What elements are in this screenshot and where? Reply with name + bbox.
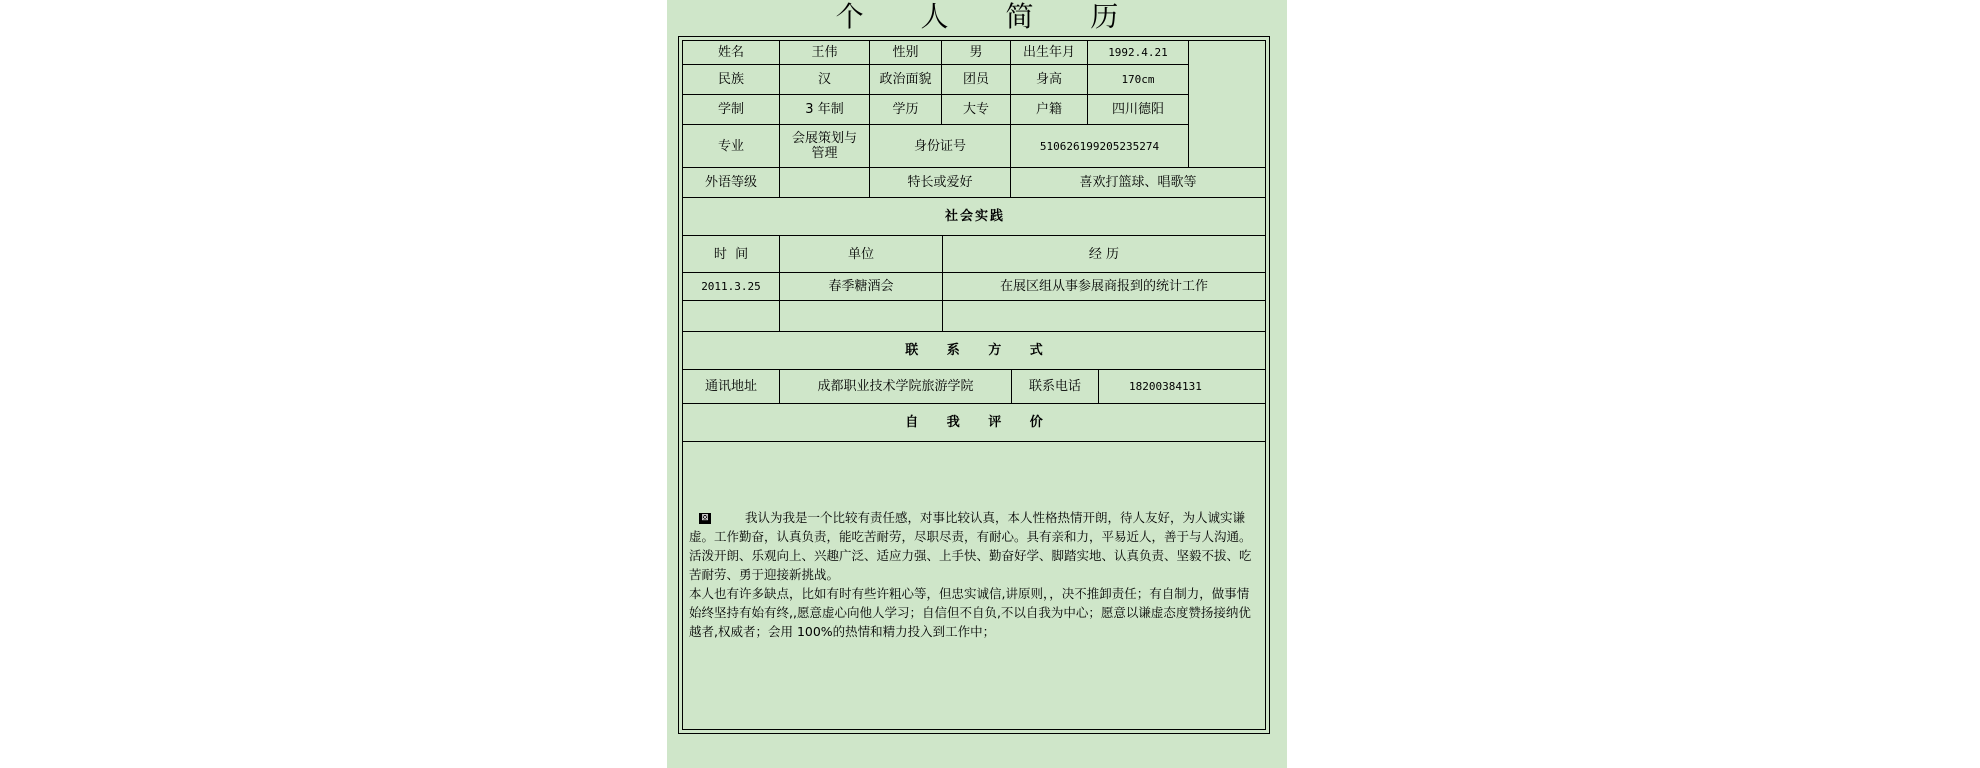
table-row	[683, 64, 1188, 94]
gender-label: 性别	[869, 41, 941, 64]
hobby-value: 喜欢打篮球、唱歌等	[1010, 168, 1265, 197]
photo-box	[1188, 41, 1265, 167]
education-value: 大专	[941, 95, 1010, 124]
ethnicity-value: 汉	[779, 65, 869, 94]
practice-col-unit: 单位	[779, 236, 942, 272]
political-value: 团员	[941, 65, 1010, 94]
evaluation-paragraph: 本人也有许多缺点，比如有时有些许粗心等，但忠实诚信,讲原则，，决不推卸责任；有自制力，做事情始终坚持有始有终,,愿意虚心向他人学习；自信但不自负,不以自我为中心；愿意以谦虚态度赞扬接纳优越者,权威者；会用 100%的热情和精力投入到工作中；	[689, 586, 1251, 639]
height-label: 身高	[1010, 65, 1087, 94]
table-row	[683, 369, 1265, 403]
table-row	[683, 197, 1265, 235]
id-label: 身份证号	[869, 125, 1010, 167]
hobby-label: 特长或爱好	[869, 168, 1010, 197]
practice-col-exp: 经 历	[942, 236, 1265, 272]
table-row	[683, 272, 1265, 300]
evaluation-body	[683, 441, 1265, 729]
height-value: 170cm	[1087, 65, 1188, 94]
table-row	[683, 300, 1265, 331]
birth-label: 出生年月	[1010, 41, 1087, 64]
checkbox-marker-icon: ⊠	[699, 513, 711, 524]
language-value	[779, 168, 869, 197]
phone-value: 18200384131	[1098, 370, 1265, 403]
contact-heading: 联 系 方 式	[905, 343, 1055, 358]
evaluation-paragraph	[689, 508, 1259, 546]
table-row	[683, 403, 1265, 441]
birth-value: 1992.4.21	[1087, 41, 1188, 64]
table-row	[683, 331, 1265, 369]
major-label: 专业	[717, 138, 744, 154]
schooling-value: 3 年制	[779, 95, 869, 124]
practice-col-time: 时 间	[713, 246, 749, 262]
gender-value: 男	[941, 41, 1010, 64]
table-row	[683, 124, 1188, 167]
major-value: 会展策划与管理	[779, 125, 869, 167]
hukou-value: 四川德阳	[1087, 95, 1188, 124]
resume-page	[667, 0, 1287, 768]
address-value: 成都职业技术学院旅游学院	[779, 370, 1011, 403]
practice-exp: 在展区组从事参展商报到的统计工作	[942, 273, 1265, 300]
table-row	[683, 167, 1265, 197]
table-row	[683, 94, 1188, 124]
table-row	[683, 235, 1265, 272]
evaluation-heading: 自 我 评 价	[905, 415, 1055, 430]
practice-time	[683, 301, 779, 331]
ethnicity-label: 民族	[717, 72, 744, 87]
name-value: 王伟	[779, 41, 869, 64]
education-label: 学历	[869, 95, 941, 124]
practice-heading: 社会实践	[944, 209, 1005, 224]
hukou-label: 户籍	[1010, 95, 1087, 124]
resume-frame	[678, 36, 1270, 734]
id-value: 510626199205235274	[1010, 125, 1188, 167]
language-label: 外语等级	[704, 175, 757, 190]
political-label: 政治面貌	[869, 65, 941, 94]
evaluation-paragraph: 活泼开朗、乐观向上、兴趣广泛、适应力强、上手快、勤奋好学、脚踏实地、认真负责、坚毅不拔、吃苦耐劳、勇于迎接新挑战。	[689, 548, 1252, 582]
schooling-label: 学制	[717, 102, 744, 117]
practice-unit: 春季糖酒会	[779, 273, 942, 300]
address-label: 通讯地址	[704, 379, 757, 394]
resume-table	[682, 40, 1266, 730]
name-label: 姓名	[717, 45, 744, 60]
page-title: 个 人 简 历	[835, 0, 1143, 33]
practice-exp	[942, 301, 1265, 331]
practice-time: 2011.3.25	[701, 280, 761, 293]
practice-unit	[779, 301, 942, 331]
evaluation-text: 我认为我是一个比较有责任感，对事比较认真，本人性格热情开朗，待人友好，为人诚实谦虚。工作勤奋，认真负责，能吃苦耐劳，尽职尽责，有耐心。具有亲和力，平易近人，善于与人沟通。	[689, 510, 1252, 544]
phone-label: 联系电话	[1011, 370, 1098, 403]
table-row	[683, 41, 1265, 64]
